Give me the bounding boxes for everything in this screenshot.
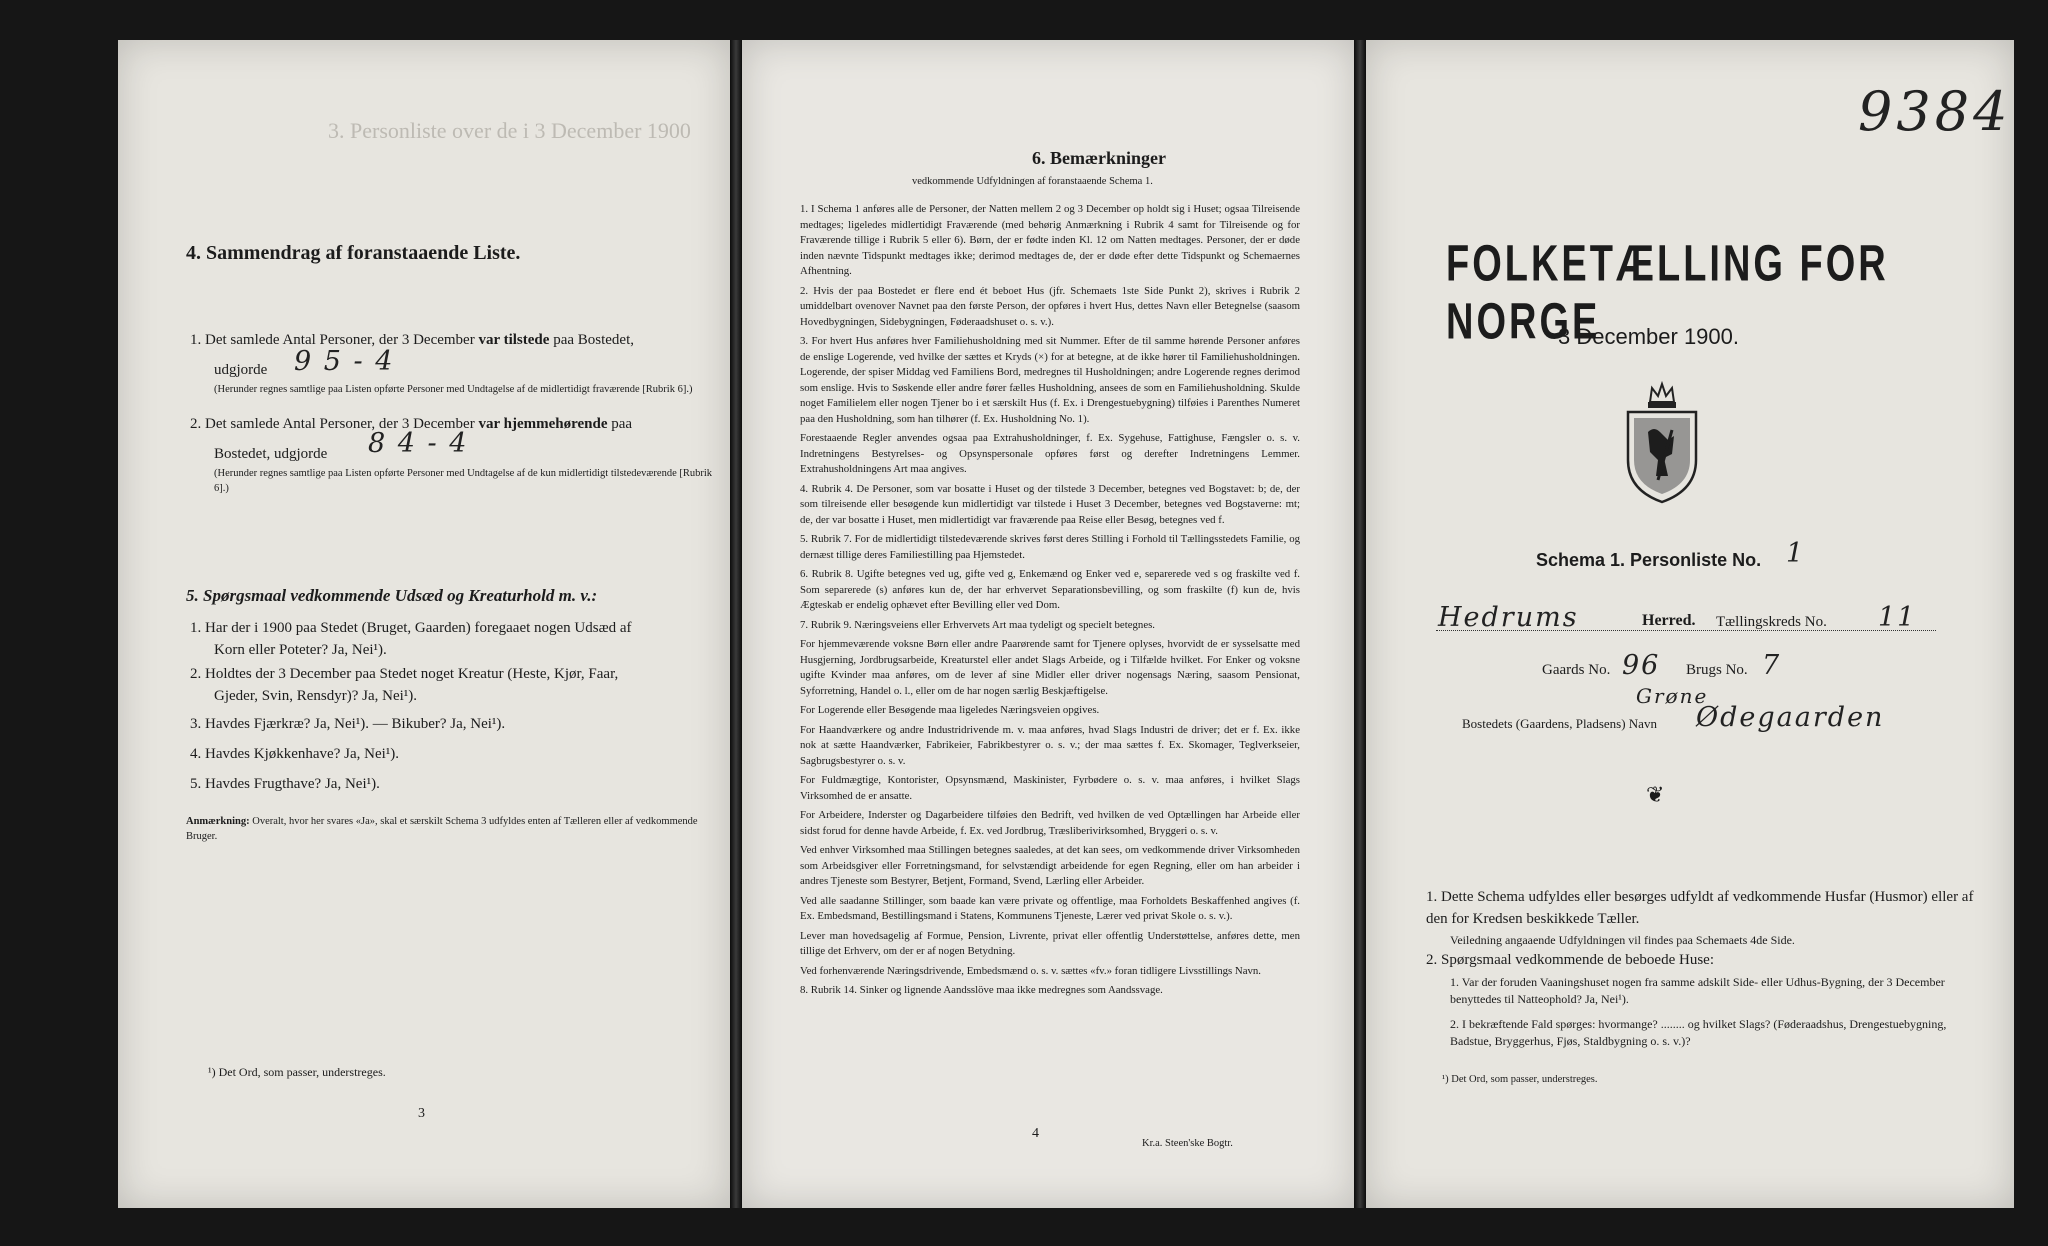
handwritten-gaards-no: 96	[1622, 650, 1661, 681]
footnote: ¹) Det Ord, som passer, understreges.	[208, 1065, 386, 1079]
remark-paragraph: Lever man hovedsagelig af Formue, Pension, Livrente, privat eller offentlig Understøttelse, anføres dette, men tillige det Erhverv, om der er af nogen Betydning.	[800, 929, 1300, 957]
remarks-title: 6. Bemærkninger	[1032, 148, 1166, 168]
remark-paragraph: 6. Rubrik 8. Ugifte betegnes ved ug, gifte ved g, Enkemænd og Enker ved e, separerede ved s og fraskilte ved f. Som separerede (s) anføres kun de, der har erhvervet Separationsbevilling, og som fraskilte (f) kun de, hvis Ægteskab er endelig ophævet efter Bevilling eller ved Dom.	[800, 568, 1300, 611]
printer-mark: Kr.a. Steen'ske Bogtr.	[1142, 1138, 1233, 1149]
item2-note: (Herunder regnes samtlige paa Listen opførte Personer med Undtagelse af de kun midlertidigt tilstedeværende [Rubrik 6].)	[214, 468, 713, 494]
remark-paragraph: 4. Rubrik 4. De Personer, som var bosatte i Huset og der tilstede 3 December, betegnes ved Bogstavet: b; de, der som tilreisende eller besøgende kun midlertidigt var tilstede i Huset 3 December, betegnes ved Bogstaverne: mt; de, der var bosatte i Huset, men midlertidigt var fraværende paa Reise eller Besøg, betegnes ved f.	[800, 482, 1300, 526]
question-3: 3. Havdes Fjærkræ? Ja, Nei¹). — Bikuber? Ja, Nei¹).	[190, 716, 506, 732]
remark-paragraph: For Arbeidere, Inderster og Dagarbeidere tilføies den Bedrift, ved hvilken de ved Optællingen har Arbeide eller sidst forud for denne havde Arbeide, f. Ex. ved Jordbrug, Træsliberivirksomhed, Bryggeri o. s. v.	[800, 809, 1300, 837]
remark-paragraph: 2. Hvis der paa Bostedet er flere end ét beboet Hus (jfr. Schemaets 1ste Side Punkt 2), skrives i Rubrik 2 umiddelbart ovenover Navnet paa den første Person, der opføres i hvert Hus, dettes Navn eller Betegnelse (saasom Hovedbygningen, Sidebygningen, Føderaadshuset o. s. v.).	[800, 284, 1300, 328]
archive-number: 9384	[1858, 80, 2012, 143]
census-date: 3 December 1900.	[1558, 324, 1739, 349]
instruction-1-note: Veiledning angaaende Udfyldningen vil findes paa Schemaets 4de Side.	[1450, 933, 1795, 947]
instruction-2-2: 2. I bekræftende Fald spørges: hvormange? ........ og hvilket Slags? (Føderaadshus, Drengestuebygning, Badstue, Bryggerhus, Fjøs, Staldbygning o. s. v.)?	[1450, 1017, 1947, 1048]
remark-paragraph: For Logerende eller Besøgende maa ligeledes Næringsveien opgives.	[800, 704, 1100, 716]
remarks-body	[800, 202, 1300, 1003]
page-number: 3	[418, 1106, 425, 1121]
remark-paragraph: 7. Rubrik 9. Næringsveiens eller Erhvervets Art maa tydeligt og specielt betegnes.	[800, 618, 1156, 631]
item1-note: (Herunder regnes samtlige paa Listen opførte Personer med Undtagelse af de midlertidigt fraværende [Rubrik 6].)	[214, 384, 693, 395]
page-4-remarks	[742, 40, 1356, 1208]
handwritten-bosted-prefix: Grøne	[1636, 684, 1709, 708]
handwritten-present-count: 9 5 - 4	[294, 346, 395, 377]
instruction-2: 2. Spørgsmaal vedkommende de beboede Huse:	[1426, 952, 1714, 968]
remark-paragraph: 3. For hvert Hus anføres hver Familiehusholdning med sit Nummer. Efter de til samme hørende Personer anføres de enslige Logerende, ved hvilke der sættes et Kryds (×) for at betegne, at de ikke hører til Familiehusholdningen. Logerende, der spiser Middag ved Familiens Bord, medregnes til Husholdningen; andre Logerende regnes derimod som enslige. Hvis to Søskende eller andre fører fælles Husholdning, ansees de som en Familiehusholdning. Skulde noget Familielem eller nogen Tjener bo i et særskilt Hus (f. Ex. i Drengestuebygning) tilføies i Parenthes Numeret paa den Husholdning, som han tilhører (f. Ex. Husholdning No. 1).	[800, 335, 1300, 425]
handwritten-herred: Hedrums	[1438, 602, 1579, 633]
remark-paragraph: For Haandværkere og andre Industridrivende m. v. maa anføres, hvad Slags Industri de driver; det er f. Ex. ikke nok at sætte Haandværker, Fabrikeier, Fabrikbestyrer o. s. v.; der maa sættes f. Ex. Skomager, Teglverkseier, Sagbrugsbestyrer o. s. v.	[800, 723, 1300, 767]
binding-fold-right	[1354, 40, 1366, 1208]
herred-label: Herred.	[1642, 612, 1696, 629]
remark-paragraph: 5. Rubrik 7. For de midlertidigt tilstedeværende skrives først deres Stilling i Forhold til Tællingsstedets Familie, og dernæst tillige deres Familiestilling paa Hjemstedet.	[800, 533, 1300, 561]
remark-paragraph: Ved forhenværende Næringsdrivende, Embedsmænd o. s. v. sættes «fv.» foran tidligere Livsstillings Navn.	[800, 964, 1261, 977]
summary-item-1: 1. Det samlede Antal Personer, der 3 December var tilstede paa Bostedet,	[190, 332, 634, 348]
page-3-summary	[118, 40, 730, 1208]
kreds-label: Tællingskreds No.	[1716, 614, 1827, 630]
annotation-note: Anmærkning: Overalt, hvor her svares «Ja», skal et særskilt Schema 3 udfyldes enten af Tælleren eller af vedkommende Bruger.	[186, 816, 698, 842]
item2-udgjorde: Bostedet, udgjorde	[214, 446, 328, 462]
page-number: 4	[1032, 1126, 1039, 1141]
handwritten-personliste-no: 1	[1786, 538, 1806, 569]
question-2: 2. Holdtes der 3 December paa Stedet noget Kreatur (Heste, Kjør, Faar,	[190, 666, 619, 682]
instruction-2-1: 1. Var der foruden Vaaningshuset nogen fra samme adskilt Side- eller Udhus-Bygning, der 3 December benyttedes til Natteophold? Ja, Nei¹).	[1450, 975, 1945, 1006]
question-5: 5. Havdes Frugthave? Ja, Nei¹).	[190, 776, 380, 792]
remark-paragraph: For hjemmeværende voksne Børn eller andre Paarørende samt for Tjenere oplyses, hvorvidt de er sysselsatte med Husgjerning, Jordbrugsarbeide, Kreaturstel eller andet Slags Arbeide, og i Tilfælde hvilket. For Enker og voksne ugifte Kvinder maa anføres, om de lever af sine Midler eller driver nogensags Næring, saasom Pensionat, Syforretning, Handel o. l., eller om de har nogen særlig Beskjæftigelse.	[800, 638, 1300, 697]
bosted-label: Bostedets (Gaardens, Pladsens) Navn	[1462, 716, 1657, 731]
remark-paragraph: 8. Rubrik 14. Sinker og lignende Aandsslöve maa ikke medregnes som Aandssvage.	[800, 984, 1163, 996]
section5-title: 5. Spørgsmaal vedkommende Udsæd og Kreaturhold m. v.:	[186, 586, 598, 605]
remark-paragraph: Ved alle saadanne Stillinger, som baade kan være private og offentlige, maa Forholdets Beskaffenhed angives (f. Ex. Embedsmand, Bestillingsmand i Statens, Kommunens Tjeneste, Lærer ved privat Skole o. s. v.).	[800, 894, 1300, 922]
footnote: ¹) Det Ord, som passer, understreges.	[1442, 1074, 1598, 1085]
remarks-subtitle: vedkommende Udfyldningen af foranstaaende Schema 1.	[912, 176, 1153, 187]
gaards-label: Gaards No.	[1542, 662, 1611, 678]
handwritten-resident-count: 8 4 - 4	[368, 428, 469, 459]
norway-coat-of-arms-icon	[1622, 380, 1702, 506]
question-1: 1. Har der i 1900 paa Stedet (Bruget, Gaarden) foregaaet nogen Udsæd af	[190, 620, 632, 636]
brugs-label: Brugs No.	[1686, 662, 1748, 678]
summary-item-2: 2. Det samlede Antal Personer, der 3 December var hjemmehørende paa	[190, 416, 633, 432]
section4-title: 4. Sammendrag af foranstaaende Liste.	[186, 242, 521, 264]
ornament-icon: ❦	[1646, 782, 1665, 807]
remark-paragraph: For Fuldmægtige, Kontorister, Opsynsmænd, Maskinister, Fyrbødere o. s. v. maa anføres, i hvilket Slags Virksomhed de er ansatte.	[800, 774, 1300, 802]
census-title: FOLKETÆLLING FOR NORGE	[1446, 236, 1889, 351]
remark-paragraph: Ved enhver Virksomhed maa Stillingen betegnes saaledes, at det kan sees, om vedkommende driver Virksomheden som Arbeidsgiver eller Forretningsmand, for selvstændigt arbeidende for egen Regning, eller om han arbeider i andres Tjeneste som Bestyrer, Betjent, Formand, Svend, Lærling eller Arbeider.	[800, 844, 1300, 887]
remark-paragraph: 1. I Schema 1 anføres alle de Personer, der Natten mellem 2 og 3 December op holdt sig i Huset; ogsaa Tilreisende medtages; ligeledes midlertidigt Fraværende (med behørig Anmærkning i Rubrik 4 samt for Tilreisende og for Fraværende tillige i Rubrik 5 eller 6). Børn, der er fødte inden Kl. 12 om Natten medtages. Personer, der er døde inden nævnte Tidspunkt medtages ikke; derimod medtages de, der er døde efter dette Tidspunkt og Schemaernes Afhentning.	[800, 203, 1300, 277]
binding-fold-left	[730, 40, 742, 1208]
remark-paragraph: Forestaaende Regler anvendes ogsaa paa Extrahusholdninger, f. Ex. Sygehuse, Fattighuse, Fængsler o. s. v. Indretningens Bestyrelses- og Opsynspersonale opføres først og derefter Indretningens Lemmer. Extrahusholdningens Art maa angives.	[800, 432, 1300, 475]
question-1-answer: Korn eller Poteter? Ja, Nei¹).	[214, 642, 387, 658]
handwritten-bosted-name: Ødegaarden	[1696, 702, 1885, 733]
handwritten-kreds: 11	[1878, 602, 1917, 633]
page-1-cover	[1366, 40, 2014, 1208]
item1-udgjorde: udgjorde	[214, 362, 268, 378]
handwritten-brugs-no: 7	[1762, 650, 1782, 681]
question-2-answer: Gjeder, Svin, Rensdyr)? Ja, Nei¹).	[214, 688, 418, 704]
question-4: 4. Havdes Kjøkkenhave? Ja, Nei¹).	[190, 746, 400, 762]
instruction-1: 1. Dette Schema udfyldes eller besørges udfyldt af vedkommende Husfar (Husmor) eller af den for Kredsen beskikkede Tæller.	[1426, 889, 1974, 927]
faint-header: 3. Personliste over de i 3 December 1900	[328, 118, 691, 143]
schema-label: Schema 1. Personliste No.	[1536, 550, 1762, 570]
